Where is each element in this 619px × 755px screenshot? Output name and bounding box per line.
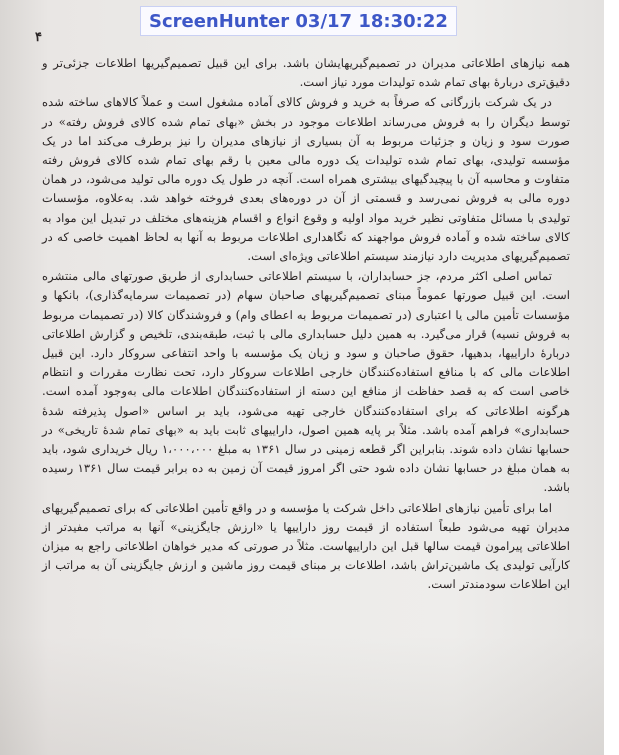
paragraph-1: همه نیازهای اطلاعاتی مدیران در تصمیم‌گیریهایشان باشد. برای این قبیل تصمیم‌گیریها اطلاعات جزئی‌تر و دقیق‌تری دربارهٔ بهای تمام شده تولیدات مورد نیاز است. (42, 56, 570, 90)
page-number: ۴ (35, 30, 42, 45)
paragraph-3: تماس اصلی اکثر مردم، جز حسابداران، با سیستم اطلاعاتی حسابداری از طریق صورتهای مالی منتشره است. این قبیل صورتها عموماً مبنای تصمیم‌گیریهای صاحبان سهام (در تصمیمات سرمایه‌گذاری)، بانکها و مؤسسات تأمین مالی یا اعتباری (در تصمیمات مربوط به اعطای وام) و فروشندگان کالا (در تصمیمات مربوط به فروش نسیه) قرار می‌گیرد. به همین دلیل حسابداری مالی با ثبت، طبقه‌بندی، تلخیص و گزارش اطلاعاتی دربارهٔ داراییها، بدهیها، حقوق صاحبان و سود و زیان یک مؤسسه با واحد انتفاعی سروکار دارد. این قبیل اطلاعات مالی که با منافع استفاده‌کنندگان خارجی اطلاعات سروکار دارد، تحت نظارت مقررات و انتظام خاصی است که به قصد حفاظت از منافع این دسته از استفاده‌کنندگان اطلاعات مالی به‌وجود آمده است. هرگونه اطلاعاتی که برای استفاده‌کنندگان خارجی تهیه می‌شود، باید بر اساس «اصول پذیرفته شدهٔ حسابداری» فراهم آمده باشد. مثلاً بر پایه همین اصول، داراییهای ثابت باید به «بهای تمام شدهٔ تاریخی» در حسابها نشان داده شوند. بنابراین اگر قطعه زمینی در سال ۱۳۶۱ به مبلغ ۱،۰۰۰،۰۰۰ ریال خریداری شود، باید به همان مبلغ در حسابها نشان داده شود حتی اگر امروز قیمت آن زمین به ده برابر قیمت سال ۱۳۶۱ رسیده باشد. (42, 269, 571, 495)
page-bottom-shadow (0, 635, 604, 755)
page-body-text (42, 54, 570, 595)
paragraph-4: اما برای تأمین نیازهای اطلاعاتی داخل شرکت یا مؤسسه و در واقع تأمین اطلاعاتی که برای تصمیم‌گیریهای مدیران تهیه می‌شود طبعاً استفاده از قیمت روز داراییها یا «ارزش جایگزینی» آنها به مراتب مفیدتر از اطلاعاتی پیرامون قیمت سالها قبل این داراییهاست. مثلاً در صورتی که مدیر خواهان اطلاعاتی راجع به میزان کارآیی تولیدی یک ماشین‌تراش باشد، اطلاعات بر مبنای قیمت روز ماشین و ارزش جایگزینی آن به مراتب از این اطلاعات سودمندتر است. (42, 500, 570, 592)
paragraph-2: در یک شرکت بازرگانی که صرفاً به خرید و فروش کالای آماده مشغول است و عملاً کالاهای ساخته شده توسط دیگران را به فروش می‌رساند اطلاعات موجود در بخش «بهای تمام شده کالای فروش رفته» در صورت سود و زیان و جزئیات مربوط به آن بسیاری از نیازهای مدیران را نیز برطرف می‌کند اما در یک مؤسسه تولیدی، بهای تمام شده تولیدات یک دوره مالی معین با رقم بهای تمام شده کالای فروش رفته متفاوت و محاسبه آن با پیچیدگیهای بیشتری همراه است. آنچه در طول یک دوره مالی تولید می‌شود، در همان دوره مالی به فروش نمی‌رسد و قسمتی از آن در دوره‌های بعدی فروخته خواهد شد. به‌علاوه، مؤسسات تولیدی با مسائل متفاوتی نظیر خرید مواد اولیه و وقوع انواع و اقسام هزینه‌های مختلف در تبدیل این مواد به کالای ساخته شده و آماده فروش مواجهند که نگاهداری اطلاعات مربوط به آنها به لحاظ اهمیت خاصی که در تصمیم‌گیریهای مدیریت دارد نیازمند سیستم اطلاعاتی ویژه‌ای است. (42, 95, 570, 264)
screenhunter-timestamp-watermark: ScreenHunter 03/17 18:30:22 (140, 6, 457, 36)
